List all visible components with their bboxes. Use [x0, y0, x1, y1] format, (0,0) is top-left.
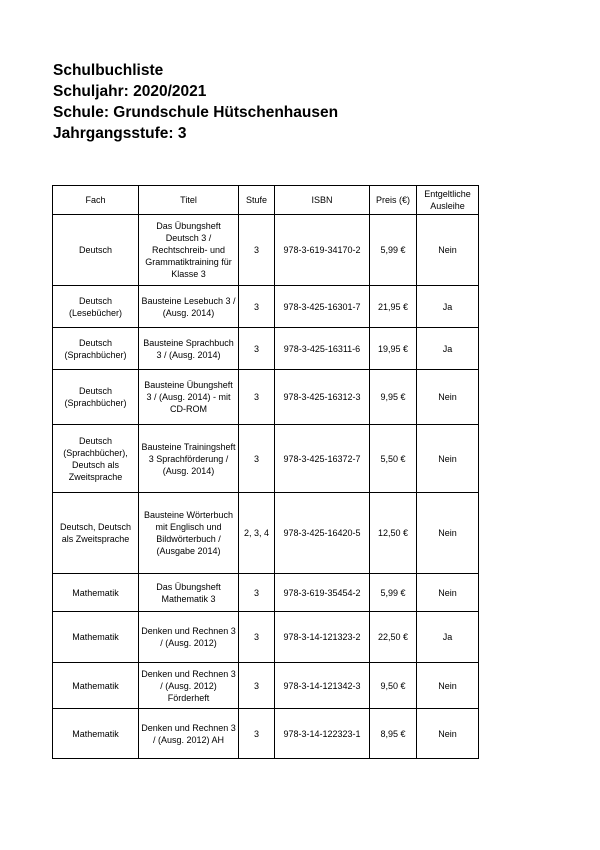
cell-preis: 9,50 € — [370, 663, 417, 709]
cell-ausleihe: Nein — [417, 425, 479, 493]
cell-preis: 5,99 € — [370, 215, 417, 286]
table-row — [53, 709, 479, 759]
cell-titel: Bausteine Übungsheft 3 / (Ausg. 2014) - mit CD-ROM — [139, 370, 239, 425]
cell-ausleihe: Nein — [417, 215, 479, 286]
cell-ausleihe: Ja — [417, 286, 479, 328]
table-row — [53, 493, 479, 574]
school-name: Schule: Grundschule Hütschenhausen — [53, 104, 339, 121]
column-header-preis: Preis (€) — [370, 186, 417, 215]
cell-preis: 22,50 € — [370, 612, 417, 663]
cell-fach: Deutsch — [53, 215, 139, 286]
cell-titel: Das Übungsheft Mathematik 3 — [139, 574, 239, 612]
cell-stufe: 3 — [239, 215, 275, 286]
cell-fach: Mathematik — [53, 612, 139, 663]
cell-isbn: 978-3-619-34170-2 — [275, 215, 370, 286]
cell-titel: Bausteine Lesebuch 3 / (Ausg. 2014) — [139, 286, 239, 328]
cell-stufe: 3 — [239, 663, 275, 709]
cell-ausleihe: Ja — [417, 328, 479, 370]
book-list-table — [52, 185, 479, 759]
school-year: Schuljahr: 2020/2021 — [53, 83, 207, 100]
cell-preis: 21,95 € — [370, 286, 417, 328]
cell-ausleihe: Ja — [417, 612, 479, 663]
cell-ausleihe: Nein — [417, 370, 479, 425]
cell-fach: Deutsch (Sprachbücher) — [53, 328, 139, 370]
cell-preis: 5,99 € — [370, 574, 417, 612]
cell-fach: Mathematik — [53, 574, 139, 612]
document-header — [53, 60, 338, 144]
cell-ausleihe: Nein — [417, 493, 479, 574]
cell-stufe: 3 — [239, 328, 275, 370]
cell-ausleihe: Nein — [417, 709, 479, 759]
table-row — [53, 215, 479, 286]
cell-preis: 5,50 € — [370, 425, 417, 493]
cell-stufe: 3 — [239, 574, 275, 612]
cell-fach: Deutsch (Sprachbücher) — [53, 370, 139, 425]
table-row — [53, 574, 479, 612]
column-header-stufe: Stufe — [239, 186, 275, 215]
cell-fach: Deutsch (Lesebücher) — [53, 286, 139, 328]
table-row — [53, 663, 479, 709]
cell-titel: Das Übungsheft Deutsch 3 / Rechtschreib- und Grammatiktraining für Klasse 3 — [139, 215, 239, 286]
cell-titel: Bausteine Trainingsheft 3 Sprachförderung / (Ausg. 2014) — [139, 425, 239, 493]
table-row — [53, 425, 479, 493]
cell-titel: Denken und Rechnen 3 / (Ausg. 2012) AH — [139, 709, 239, 759]
cell-stufe: 3 — [239, 425, 275, 493]
cell-isbn: 978-3-14-122323-1 — [275, 709, 370, 759]
cell-stufe: 3 — [239, 709, 275, 759]
cell-isbn: 978-3-425-16311-6 — [275, 328, 370, 370]
column-header-titel: Titel — [139, 186, 239, 215]
table-row — [53, 328, 479, 370]
cell-isbn: 978-3-425-16301-7 — [275, 286, 370, 328]
cell-titel: Denken und Rechnen 3 / (Ausg. 2012) Förderheft — [139, 663, 239, 709]
grade-level: Jahrgangsstufe: 3 — [53, 125, 187, 142]
cell-preis: 12,50 € — [370, 493, 417, 574]
cell-isbn: 978-3-425-16372-7 — [275, 425, 370, 493]
cell-titel: Denken und Rechnen 3 / (Ausg. 2012) — [139, 612, 239, 663]
table-row — [53, 370, 479, 425]
cell-stufe: 2, 3, 4 — [239, 493, 275, 574]
cell-preis: 9,95 € — [370, 370, 417, 425]
cell-preis: 19,95 € — [370, 328, 417, 370]
cell-fach: Deutsch (Sprachbücher), Deutsch als Zweitsprache — [53, 425, 139, 493]
table-row — [53, 612, 479, 663]
cell-fach: Mathematik — [53, 709, 139, 759]
cell-ausleihe: Nein — [417, 663, 479, 709]
cell-fach: Deutsch, Deutsch als Zweitsprache — [53, 493, 139, 574]
cell-titel: Bausteine Sprachbuch 3 / (Ausg. 2014) — [139, 328, 239, 370]
cell-stufe: 3 — [239, 286, 275, 328]
cell-isbn: 978-3-425-16312-3 — [275, 370, 370, 425]
cell-stufe: 3 — [239, 370, 275, 425]
cell-isbn: 978-3-14-121342-3 — [275, 663, 370, 709]
table-row — [53, 286, 479, 328]
cell-fach: Mathematik — [53, 663, 139, 709]
cell-preis: 8,95 € — [370, 709, 417, 759]
cell-ausleihe: Nein — [417, 574, 479, 612]
document-title: Schulbuchliste — [53, 62, 164, 79]
table-body — [53, 215, 479, 759]
cell-isbn: 978-3-425-16420-5 — [275, 493, 370, 574]
cell-titel: Bausteine Wörterbuch mit Englisch und Bildwörterbuch / (Ausgabe 2014) — [139, 493, 239, 574]
column-header-fach: Fach — [53, 186, 139, 215]
cell-stufe: 3 — [239, 612, 275, 663]
cell-isbn: 978-3-619-35454-2 — [275, 574, 370, 612]
table-header-row — [53, 186, 479, 215]
column-header-isbn: ISBN — [275, 186, 370, 215]
cell-isbn: 978-3-14-121323-2 — [275, 612, 370, 663]
column-header-ausleihe: Entgeltliche Ausleihe — [417, 186, 479, 215]
